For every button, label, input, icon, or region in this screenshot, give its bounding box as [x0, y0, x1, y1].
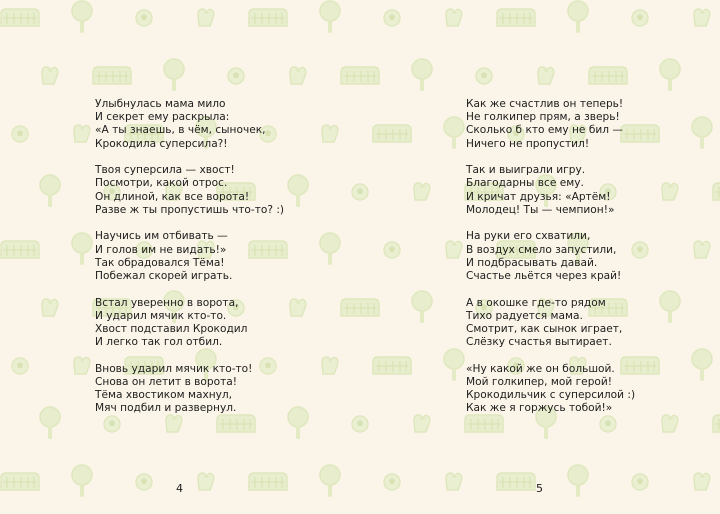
stanza — [466, 297, 635, 350]
poem-line: Слёзку счастья вытирает. — [466, 336, 612, 349]
poem-line: Он длиной, как все ворота! — [95, 190, 250, 203]
poem-line: Побежал скорей играть. — [95, 270, 233, 283]
poem-line: Посмотри, какой отрос. — [95, 177, 228, 190]
poem-line: Научись им отбивать — — [95, 230, 228, 243]
poem-line: И легко так гол отбил. — [95, 336, 223, 349]
stanza — [466, 98, 635, 151]
poem-line: Молодец! Ты — чемпион!» — [466, 203, 615, 216]
poem-line: Вновь ударил мячик кто-то! — [95, 362, 253, 375]
poem-line: Как же счастлив он теперь! — [466, 98, 624, 110]
stanza — [95, 164, 284, 217]
poem-line: Так и выиграли игру. — [466, 164, 586, 177]
page-right — [360, 0, 720, 514]
poem-line: Так обрадовался Тёма! — [95, 256, 225, 269]
poem-line: И подбрасывать давай. — [466, 256, 598, 269]
poem-line: Как же я горжусь тобой!» — [466, 402, 613, 415]
poem-right — [466, 98, 635, 429]
poem-line: И секрет ему раскрыла: — [95, 111, 230, 124]
poem-line: И кричат друзья: «Артём! — [466, 190, 611, 203]
page-number: 4 — [176, 482, 183, 495]
poem-line: «Ну какой же он большой. — [466, 362, 615, 375]
stanza — [95, 363, 284, 416]
poem-line: Снова он летит в ворота! — [95, 376, 238, 389]
poem-line: Сколько б кто ему не бил — — [466, 124, 623, 137]
stanza — [95, 98, 284, 151]
stanza — [95, 230, 284, 283]
stanza — [466, 230, 635, 283]
poem-line: Мяч подбил и развернул. — [95, 402, 237, 415]
poem-line: Встал уверенно в ворота, — [95, 296, 239, 309]
poem-line: Мой голкипер, мой герой! — [466, 376, 613, 389]
stanza — [95, 297, 284, 350]
poem-line: Смотрит, как сынок играет, — [466, 323, 623, 336]
poem-line: Твоя суперсила — хвост! — [95, 164, 235, 177]
poem-line: Улыбнулась мама мило — [95, 98, 226, 110]
poem-line: Счастье льётся через край! — [466, 270, 622, 283]
poem-line: А в окошке где-то рядом — [466, 296, 606, 309]
poem-line: В воздух смело запустили, — [466, 243, 617, 256]
poem-line: И ударил мячик кто-то. — [95, 309, 227, 322]
stanza — [466, 363, 635, 416]
poem-line: Не голкипер прям, а зверь! — [466, 111, 620, 124]
poem-line: «А ты знаешь, в чём, сыночек, — [95, 124, 266, 137]
poem-line: Тихо радуется мама. — [466, 309, 583, 322]
poem-line: И голов им не видать!» — [95, 243, 227, 256]
poem-line: Благодарны все ему. — [466, 177, 584, 190]
stanza — [466, 164, 635, 217]
poem-line: На руки его схватили, — [466, 230, 591, 243]
poem-line: Тёма хвостиком махнул, — [95, 389, 233, 402]
poem-line: Крокодильчик с суперсилой :) — [466, 389, 636, 402]
poem-line: Ничего не пропустил! — [466, 137, 590, 150]
page-number: 5 — [536, 482, 543, 495]
poem-left — [95, 98, 284, 429]
poem-line: Хвост подставил Крокодил — [95, 323, 248, 336]
poem-line: Крокодила суперсила?! — [95, 137, 228, 150]
poem-line: Разве ж ты пропустишь что-то? :) — [95, 203, 285, 216]
